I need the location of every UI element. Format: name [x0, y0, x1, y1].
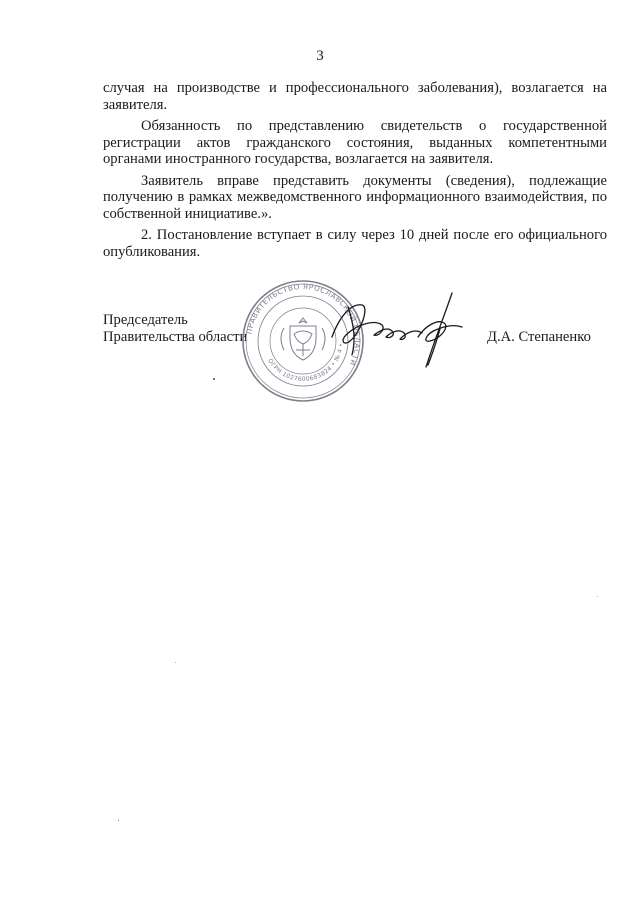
signatory-name: Д.А. Степаненко	[487, 329, 591, 345]
paragraph: Обязанность по представлению свидетельств о государственной регистрации актов гражданского состояния, выданных компетентными органами иностранного государства, возлагается на заявителя.	[103, 118, 607, 167]
seal-inner-text: ОГРН 1027600683824 • № 4 •	[266, 342, 345, 384]
document-body	[103, 80, 607, 265]
scan-speck	[213, 378, 215, 380]
scan-speck	[175, 662, 176, 663]
handwritten-signature	[322, 285, 472, 375]
signatory-title	[103, 312, 247, 346]
coat-of-arms-icon	[281, 318, 325, 360]
scan-speck	[118, 820, 119, 821]
page-number: 3	[316, 48, 324, 64]
scan-speck	[597, 596, 598, 597]
signatory-title-line: Председатель	[103, 312, 188, 328]
paragraph: случая на производстве и профессионального заболевания), возлагается на заявителя.	[103, 80, 607, 113]
signatory-title-line: Правительства области	[103, 329, 248, 345]
paragraph: Заявитель вправе представить документы (сведения), подлежащие получению в рамках межведомственного информационного взаимодействия, по собственной инициативе.».	[103, 172, 607, 222]
seal-outer-text: ПРАВИТЕЛЬСТВО ЯРОСЛАВСКОЙ ОБЛАСТИ	[244, 281, 363, 368]
paragraph: 2. Постановление вступает в силу через 10 дней после его официального опубликования.	[103, 227, 607, 260]
